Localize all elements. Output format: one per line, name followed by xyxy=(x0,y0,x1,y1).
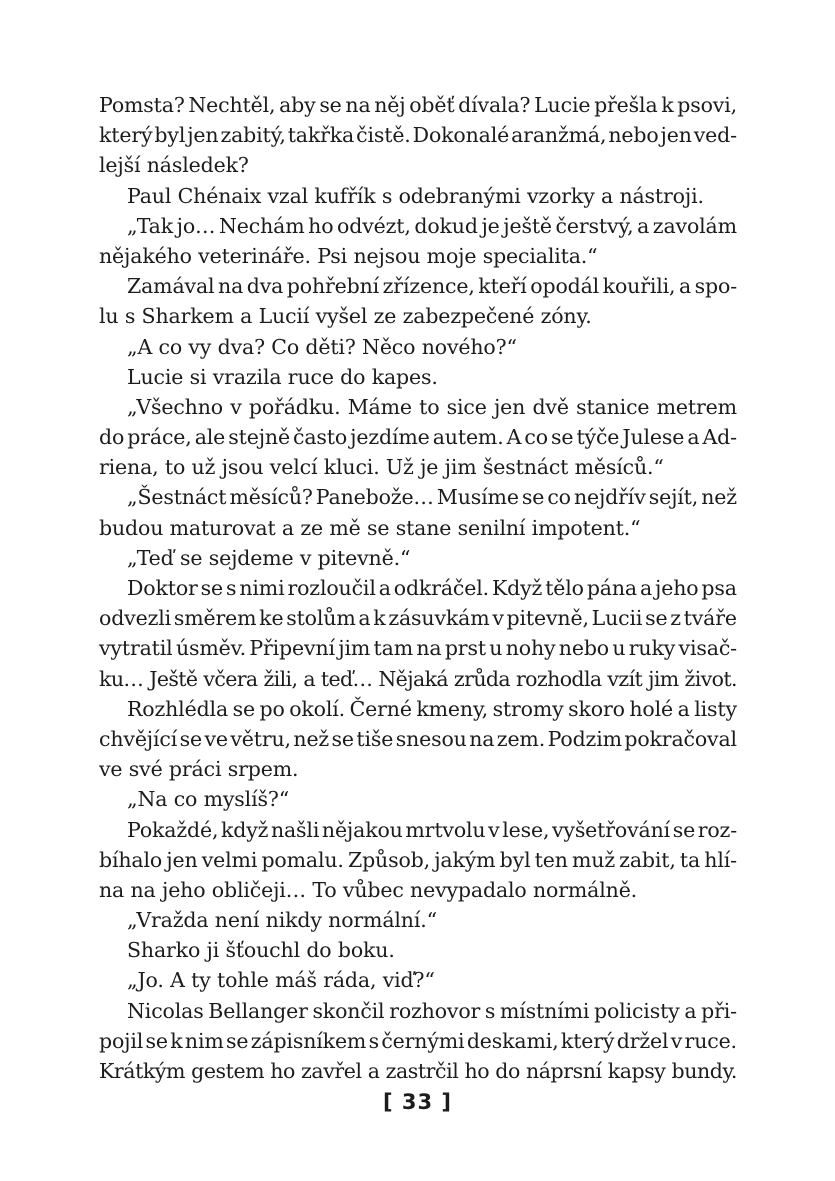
page-number: [ 33 ] xyxy=(382,1090,453,1114)
text-line: „Jo. A ty tohle máš ráda, viď?“ xyxy=(127,968,435,993)
text-line: lejší následek? xyxy=(99,153,249,178)
text-line: bíhalo jen velmi pomalu. Způsob, jakým byl ten muž zabit, ta hlí- xyxy=(99,847,737,872)
text-line: „Šestnáct měsíců? Panebože… Musíme se co nejdřív sejít, než xyxy=(127,485,737,510)
text-line: Krátkým gestem ho zavřel a zastrčil ho do náprsní kapsy bundy. xyxy=(99,1059,738,1083)
text-line: Paul Chénaix vzal kufřík s odebranými vzorky a nástroji. xyxy=(127,183,704,208)
body-text xyxy=(99,90,737,1086)
text-line: nějakého veterináře. Psi nejsou moje specialita.“ xyxy=(99,243,598,268)
text-line: „Teď se sejdeme v pitevně.“ xyxy=(127,545,411,570)
text-line: Lucie si vrazila ruce do kapes. xyxy=(127,364,438,389)
text-line: ku… Ještě včera žili, a teď… Nějaká zrůda rozhodla vzít jim život. xyxy=(99,666,737,691)
text-line: „Tak jo… Nechám ho odvézt, dokud je ještě čerstvý, a zavolám xyxy=(127,213,737,238)
text-line: který byl jen zabitý, takřka čistě. Dokonalé aranžmá, nebo jen ved- xyxy=(99,123,737,148)
text-line: na na jeho obličeji… To vůbec nevypadalo normálně. xyxy=(99,877,638,902)
text-line: Pomsta? Nechtěl, aby se na něj oběť dívala? Lucie přešla k psovi, xyxy=(99,93,737,117)
text-line: lu s Sharkem a Lucií vyšel ze zabezpečené zóny. xyxy=(99,304,592,329)
text-line: do práce, ale stejně často jezdíme autem. A co se týče Julese a Ad- xyxy=(99,425,737,450)
text-line: budou maturovat a ze mě se stane senilní impotent.“ xyxy=(99,515,641,540)
text-line: Sharko ji šťouchl do boku. xyxy=(127,938,395,963)
text-line: „A co vy dva? Co děti? Něco nového?“ xyxy=(127,334,517,359)
text-line: „Všechno v pořádku. Máme to sice jen dvě stanice metrem xyxy=(127,394,737,419)
text-line: Rozhlédla se po okolí. Černé kmeny, stromy skoro holé a listy xyxy=(127,696,737,721)
text-line: Pokaždé, když našli nějakou mrtvolu v lese, vyšetřování se roz- xyxy=(127,817,737,842)
text-line: Doktor se s nimi rozloučil a odkráčel. Když tělo pána a jeho psa xyxy=(127,576,737,600)
text-line: odvezli směrem ke stolům a k zásuvkám v pitevně, Lucii se z tváře xyxy=(99,606,737,631)
text-line: pojil se k nim se zápisníkem s černými deskami, který držel v ruce. xyxy=(99,1028,737,1053)
text-line: riena, to už jsou velcí kluci. Už je jim šestnáct měsíců.“ xyxy=(99,455,664,480)
text-line: „Vražda není nikdy normální.“ xyxy=(127,908,437,933)
text-line: ve své práci srpem. xyxy=(99,757,299,782)
text-line: chvějící se ve větru, než se tiše snesou na zem. Podzim pokračoval xyxy=(99,726,737,751)
text-line: Zamával na dva pohřební zřízence, kteří opodál kouřili, a spo- xyxy=(127,274,737,299)
text-line: vytratil úsměv. Připevní jim tam na prst u nohy nebo u ruky visač- xyxy=(99,636,737,661)
text-line: „Na co myslíš?“ xyxy=(127,787,290,812)
text-line: Nicolas Bellanger skončil rozhovor s místními policisty a při- xyxy=(127,998,737,1023)
